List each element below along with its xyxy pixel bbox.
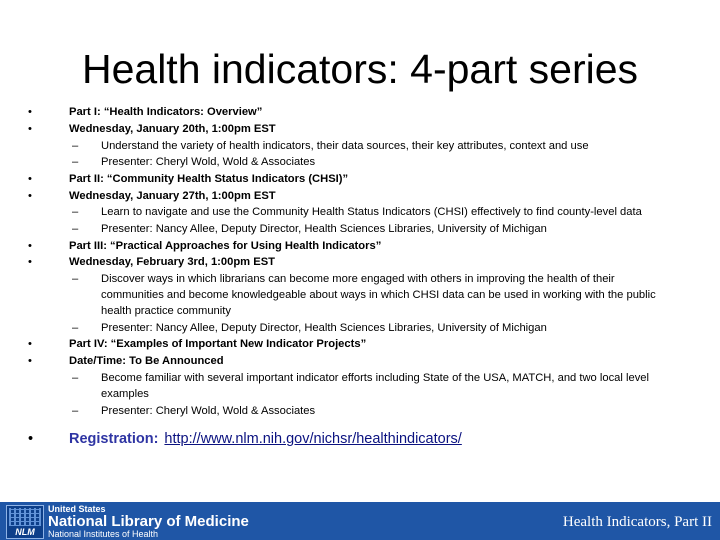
bullet-icon: • — [28, 122, 32, 135]
dash-icon: – — [72, 321, 79, 334]
agenda-subitem-text: Presenter: Nancy Allee, Deputy Director, Health Sciences Libraries, University of Michigan — [101, 321, 547, 334]
agenda-subitem — [26, 271, 676, 320]
nlm-logo — [4, 504, 254, 538]
agenda-item — [26, 188, 676, 205]
nlm-emblem-icon: NLM — [6, 505, 44, 539]
agenda-item — [26, 104, 676, 121]
dash-icon: – — [72, 273, 79, 286]
logo-line-3: National Institutes of Health — [48, 529, 159, 539]
agenda-subitem — [26, 138, 676, 155]
logo-line-1: United States — [48, 504, 106, 514]
agenda-item-text: Part II: “Community Health Status Indicators (CHSI)” — [69, 172, 349, 185]
registration-row — [26, 429, 676, 449]
registration-link[interactable]: http://www.nlm.nih.gov/nichsr/healthindicators/ — [164, 431, 462, 448]
bullet-icon: • — [28, 355, 32, 368]
agenda-item-text: Date/Time: To Be Announced — [69, 355, 224, 368]
bullet-icon: • — [28, 431, 34, 448]
agenda-subitem — [26, 320, 676, 337]
bullet-icon: • — [28, 106, 32, 118]
slide-title: Health indicators: 4-part series — [81, 46, 639, 92]
agenda-item-text: Wednesday, January 27th, 1:00pm EST — [69, 189, 276, 202]
agenda-item — [26, 238, 676, 255]
agenda-item-text: Part III: “Practical Approaches for Using Health Indicators” — [69, 239, 382, 252]
agenda-subitem — [26, 154, 676, 171]
agenda-subitem-text: Learn to navigate and use the Community Health Status Indicators (CHSI) effectively to find county-level data — [101, 206, 642, 219]
agenda-subitem-text: Presenter: Cheryl Wold, Wold & Associates — [101, 404, 316, 417]
agenda-subitem — [26, 221, 676, 238]
dash-icon: – — [72, 222, 79, 235]
agenda-item — [26, 336, 676, 353]
agenda-subitem-text: Become familiar with several important indicator efforts including State of the USA, MATCH, and two local level examples — [101, 371, 650, 400]
agenda-subitem-text: Presenter: Nancy Allee, Deputy Director, Health Sciences Libraries, University of Michigan — [101, 222, 547, 235]
logo-line-2: National Library of Medicine — [48, 513, 249, 530]
footer-title: Health Indicators, Part II — [562, 514, 712, 530]
bullet-icon: • — [28, 256, 32, 269]
dash-icon: – — [72, 139, 79, 152]
agenda-subitem — [26, 204, 676, 221]
registration-label: Registration: — [69, 431, 159, 448]
dash-icon: – — [72, 404, 79, 417]
dash-icon: – — [72, 206, 79, 219]
agenda-item-text: Wednesday, February 3rd, 1:00pm EST — [69, 256, 276, 269]
agenda-item-text: Wednesday, January 20th, 1:00pm EST — [69, 122, 276, 135]
dash-icon: – — [72, 371, 79, 384]
agenda-item — [26, 353, 676, 370]
agenda-subitem-text: Presenter: Cheryl Wold, Wold & Associates — [101, 156, 316, 169]
agenda-subitem — [26, 370, 676, 403]
agenda-item — [26, 254, 676, 271]
agenda-subitem — [26, 403, 676, 420]
agenda-item-text: Part IV: “Examples of Important New Indicator Projects” — [69, 338, 367, 351]
footer-bar — [0, 502, 720, 540]
agenda-item — [26, 171, 676, 188]
agenda-subitem-text: Discover ways in which librarians can become more engaged with others in improving the health of their communities and become knowledgeable about ways in which CHSI data can be used in working with the public health practice community — [101, 273, 656, 318]
bullet-icon: • — [28, 189, 32, 202]
agenda-item — [26, 121, 676, 138]
agenda-subitem-text: Understand the variety of health indicators, their data sources, their key attributes, context and use — [101, 139, 589, 152]
agenda-list — [26, 104, 676, 449]
bullet-icon: • — [28, 338, 32, 351]
bullet-icon: • — [28, 239, 32, 252]
dash-icon: – — [72, 156, 79, 169]
agenda-item-text: Part I: “Health Indicators: Overview” — [69, 106, 263, 118]
bullet-icon: • — [28, 172, 32, 185]
